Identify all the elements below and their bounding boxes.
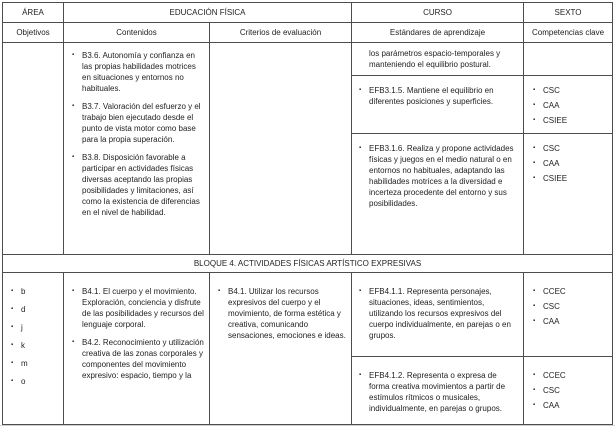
criterion-item: ▪ B4.1. Utilizar los recursos expresivos del cuerpo y el movimiento, de forma estética y creativa, comunicando sensaciones, emociones e ideas. xyxy=(217,286,347,341)
header-area-label: ÁREA xyxy=(3,3,64,23)
curriculum-table xyxy=(2,2,613,425)
competency-item: ▪ CSIEE xyxy=(532,173,609,184)
cell-standard-continuation xyxy=(352,43,524,76)
standard-item: ▪ EFB3.1.6. Realiza y propone actividades físicas y juegos en el medio natural o en entornos no habituales, adaptando las habilidades motrices a la diversidad e incerteza procedente del entorno y sus posibilidades. xyxy=(358,143,518,209)
cell-bloque4-contenidos xyxy=(64,273,210,425)
competency-item: ▪ CAA xyxy=(532,158,609,169)
header-area-value: EDUCACIÓN FÍSICA xyxy=(64,3,352,23)
competency-item: ▪ CSC xyxy=(532,85,609,96)
objective-item: ▪ o xyxy=(10,376,59,387)
cell-standard-efb315 xyxy=(352,76,524,134)
cell-standard-efb316 xyxy=(352,134,524,255)
cell-standard-efb412 xyxy=(352,357,524,425)
cell-competencias-efb411 xyxy=(524,273,613,357)
competency-item: ▪ CSC xyxy=(532,143,609,154)
cell-bloque3-objetivos xyxy=(3,43,64,255)
content-item: ▪ B3.7. Valoración del esfuerzo y el trabajo bien ejecutado desde el punto de vista motor como base para la propia superación. xyxy=(71,101,205,145)
competency-item: ▪ CAA xyxy=(532,400,609,411)
content-item: ▪ B3.6. Autonomía y confianza en las propias habilidades motrices en situaciones y entornos no habituales. xyxy=(71,50,205,94)
objective-item: ▪ m xyxy=(10,358,59,369)
col-header-contenidos: Contenidos xyxy=(64,23,210,43)
objective-item: ▪ d xyxy=(10,304,59,315)
cell-competencias-efb315 xyxy=(524,76,613,134)
objective-item: ▪ k xyxy=(10,340,59,351)
competency-item: ▪ CAA xyxy=(532,100,609,111)
objective-item: ▪ j xyxy=(10,322,59,333)
cell-bloque3-contenidos xyxy=(64,43,210,255)
standard-item: ▪ EFB4.1.1. Representa personajes, situaciones, ideas, sentimientos, utilizando los recursos expresivos del cuerpo individualmente, en parejas o en grupos. xyxy=(358,286,518,341)
competency-item: ▪ CSIEE xyxy=(532,115,609,126)
page-break-line xyxy=(0,425,615,426)
cell-standard-efb411 xyxy=(352,273,524,357)
standard-item: ▪ EFB4.1.2. Representa o expresa de forma creativa movimientos a partir de estímulos rítmicos o musicales, individualmente, en parejas o grupos. xyxy=(358,370,518,414)
cell-competencias-empty xyxy=(524,43,613,76)
cell-competencias-efb316 xyxy=(524,134,613,255)
cell-competencias-efb412 xyxy=(524,357,613,425)
content-item: ▪ B4.2. Reconocimiento y utilización creativa de las zonas corporales y componentes del movimiento expresivo: espacio, tiempo y la xyxy=(71,337,205,381)
cell-bloque3-criterios xyxy=(210,43,352,255)
objective-item: ▪ b xyxy=(10,286,59,297)
competency-item: ▪ CAA xyxy=(532,316,609,327)
competency-item: ▪ CCEC xyxy=(532,370,609,381)
col-header-criterios: Criterios de evaluación xyxy=(210,23,352,43)
col-header-competencias: Competencias clave xyxy=(524,23,613,43)
standard-continuation-text: los parámetros espacio-temporales y manteniendo el equilibrio postural. xyxy=(369,49,501,69)
header-curso-label: CURSO xyxy=(352,3,524,23)
col-header-estandares: Estándares de aprendizaje xyxy=(352,23,524,43)
competency-item: ▪ CCEC xyxy=(532,286,609,297)
col-header-objetivos: Objetivos xyxy=(3,23,64,43)
header-curso-value: SEXTO xyxy=(524,3,613,23)
cell-bloque4-criterios xyxy=(210,273,352,425)
block4-title: BLOQUE 4. ACTIVIDADES FÍSICAS ARTÍSTICO EXPRESIVAS xyxy=(3,255,613,273)
cell-bloque4-objetivos xyxy=(3,273,64,425)
standard-item: ▪ EFB3.1.5. Mantiene el equilibrio en diferentes posiciones y superficies. xyxy=(358,85,518,107)
content-item: ▪ B3.8. Disposición favorable a participar en actividades físicas diversas aceptando las propias posibilidades y limitaciones, así como la existencia de diferencias en el nivel de habilidad. xyxy=(71,152,205,218)
competency-item: ▪ CSC xyxy=(532,301,609,312)
content-item: ▪ B4.1. El cuerpo y el movimiento. Exploración, conciencia y disfrute de las posibilidades y recursos del lenguaje corporal. xyxy=(71,286,205,330)
competency-item: ▪ CSC xyxy=(532,385,609,396)
